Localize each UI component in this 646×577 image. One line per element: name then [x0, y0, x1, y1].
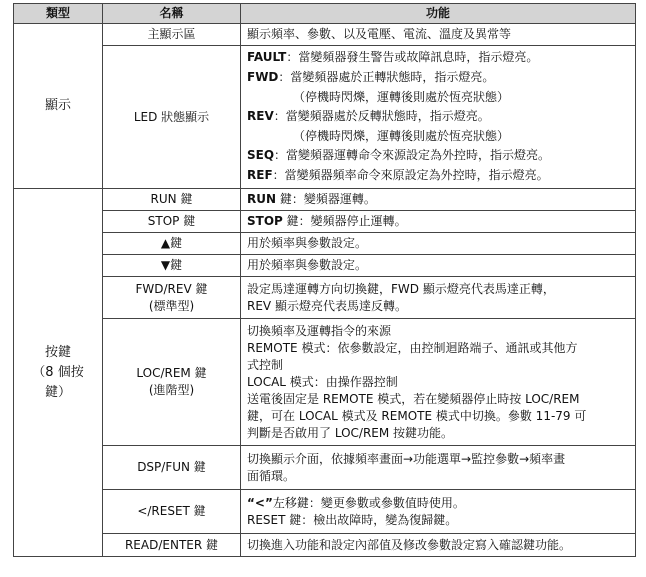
category-keys: 按鍵 （8 個按 鍵）	[14, 189, 103, 557]
name-main-display: 主顯示區	[103, 24, 241, 46]
name-run-key: RUN 鍵	[103, 189, 241, 211]
name-dspfun-key: DSP/FUN 鍵	[103, 446, 241, 490]
table-row	[14, 534, 636, 557]
led-line-rev: REV：當變頻器處於反轉狀態時，指示燈亮。	[247, 109, 490, 124]
func-readenter-key: 切換進入功能和設定內部值及修改參數設定寫入確認鍵功能。	[241, 534, 636, 557]
func-down-key: 用於頻率與參數設定。	[241, 255, 636, 277]
func-stop-key: STOP 鍵：變頻器停止運轉。	[241, 211, 636, 233]
func-led-status	[241, 46, 636, 189]
func-dspfun-key: 切換顯示介面，依據頻率畫面→功能選單→監控參數→頻率畫 面循環。	[241, 446, 636, 490]
name-led-status: LED 狀態顯示	[103, 46, 241, 189]
table-row	[14, 490, 636, 534]
led-line-ref: REF：當變頻器頻率命令來原設定為外控時，指示燈亮。	[247, 167, 549, 182]
table-row	[14, 211, 636, 233]
led-line-fwd: FWD：當變頻器處於正轉狀態時，指示燈亮。	[247, 70, 495, 85]
func-up-key: 用於頻率與參數設定。	[241, 233, 636, 255]
func-locrem-key: 切換頻率及運轉指令的來源 REMOTE 模式：依參數設定，由控制迴路端子、通訊或其他方 式控制 LOCAL 模式：由操作器控制 送電後固定是 REMOTE 模式，若在變頻器停止時按 LOC/REM 鍵，可在 LOCAL 模式及 REMOTE 模式中切換。參數 11-79 可 判斷是否啟用了 LOC/REM 按鍵功能。	[241, 319, 636, 446]
category-display: 顯示	[14, 24, 103, 189]
table-row	[14, 319, 636, 446]
led-line-fwd-note: （停機時閃爍，運轉後則處於恆亮狀態）	[293, 89, 510, 104]
name-down-key: ▼鍵	[103, 255, 241, 277]
led-line-seq: SEQ：當變頻器運轉命令來源設定為外控時，指示燈亮。	[247, 148, 551, 163]
table-row	[14, 46, 636, 189]
name-reset-key: </RESET 鍵	[103, 490, 241, 534]
table-row	[14, 189, 636, 211]
header-row	[14, 4, 636, 24]
led-line-rev-note: （停機時閃爍，運轉後則處於恆亮狀態）	[293, 128, 510, 143]
table-row	[14, 446, 636, 490]
func-reset-key: “<”左移鍵：變更參數或參數值時使用。 RESET 鍵：檢出故障時，變為復歸鍵。	[241, 490, 636, 534]
function-table	[13, 3, 636, 557]
name-readenter-key: READ/ENTER 鍵	[103, 534, 241, 557]
header-name: 名稱	[103, 4, 241, 24]
func-main-display: 顯示頻率、參數、以及電壓、電流、溫度及異常等	[241, 24, 636, 46]
func-run-key: RUN 鍵：變頻器運轉。	[241, 189, 636, 211]
table-row	[14, 255, 636, 277]
name-stop-key: STOP 鍵	[103, 211, 241, 233]
name-up-key: ▲鍵	[103, 233, 241, 255]
table-row	[14, 277, 636, 319]
table-row	[14, 24, 636, 46]
header-type: 類型	[14, 4, 103, 24]
header-function: 功能	[241, 4, 636, 24]
func-fwdrev-key: 設定馬達運轉方向切換鍵，FWD 顯示燈亮代表馬達正轉， REV 顯示燈亮代表馬達反轉。	[241, 277, 636, 319]
name-fwdrev-key: FWD/REV 鍵 (標準型)	[103, 277, 241, 319]
table-row	[14, 233, 636, 255]
name-locrem-key: LOC/REM 鍵 (進階型)	[103, 319, 241, 446]
led-line-fault: FAULT：當變頻器發生警告或故障訊息時，指示燈亮。	[247, 50, 539, 65]
